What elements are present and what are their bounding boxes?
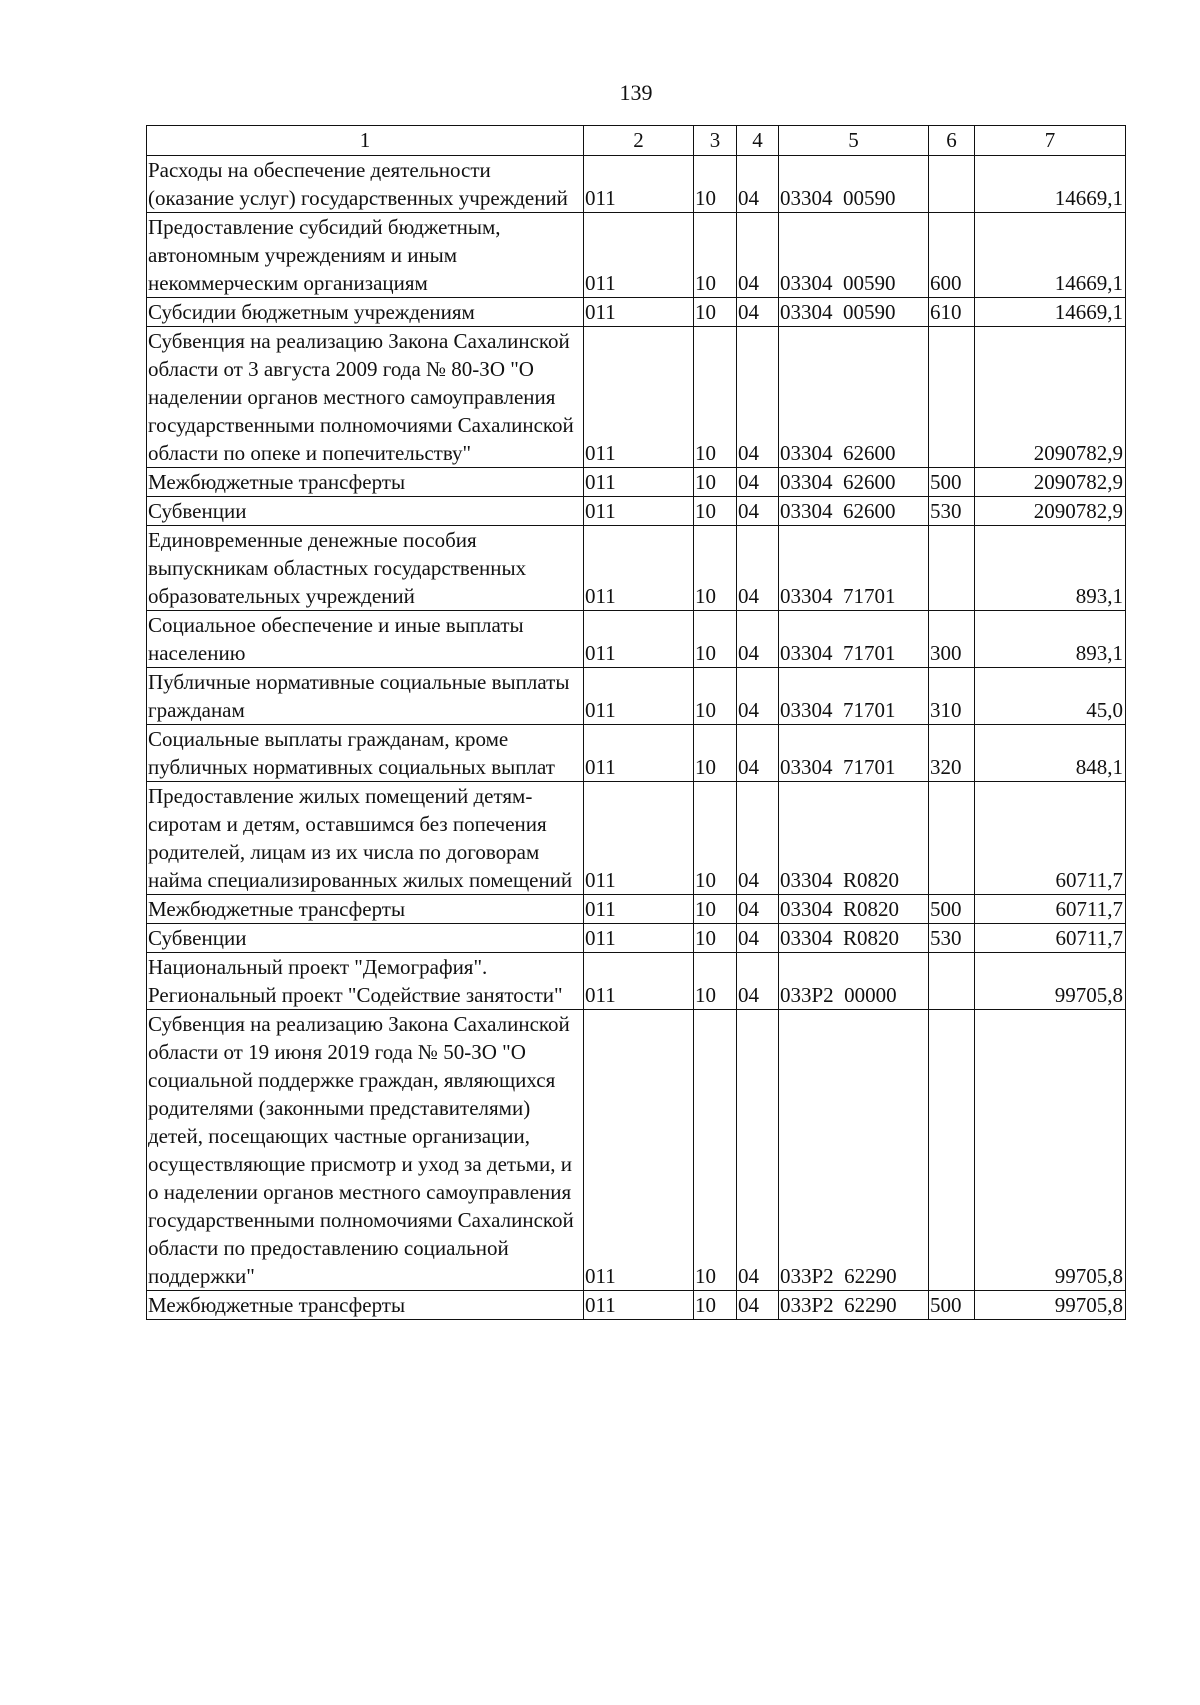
expense-type-code: 500 bbox=[929, 895, 975, 924]
expense-type-code bbox=[929, 526, 975, 611]
section-code: 10 bbox=[694, 725, 737, 782]
target-article-code: 033P2 62290 bbox=[779, 1291, 929, 1320]
ministry-code: 011 bbox=[584, 611, 694, 668]
table-row bbox=[147, 298, 1126, 327]
table-row bbox=[147, 497, 1126, 526]
section-code: 10 bbox=[694, 213, 737, 298]
section-code: 10 bbox=[694, 327, 737, 468]
ministry-code: 011 bbox=[584, 327, 694, 468]
table-row bbox=[147, 895, 1126, 924]
row-description: Субвенции bbox=[147, 924, 584, 953]
target-article-code: 03304 00590 bbox=[779, 156, 929, 213]
budget-table bbox=[146, 125, 1126, 1320]
section-code: 10 bbox=[694, 924, 737, 953]
expense-type-code: 500 bbox=[929, 1291, 975, 1320]
amount: 2090782,9 bbox=[975, 327, 1126, 468]
target-article-code: 03304 00590 bbox=[779, 213, 929, 298]
target-article-code: 03304 71701 bbox=[779, 526, 929, 611]
amount: 848,1 bbox=[975, 725, 1126, 782]
row-description: Субвенция на реализацию Закона Сахалинской области от 19 июня 2019 года № 50-ЗО "О социальной поддержке граждан, являющихся родителями (законными представителями) детей, посещающих частные организации, осуществляющие присмотр и уход за детьми, и о наделении органов местного самоуправления государственными полномочиями Сахалинской области по предоставлению социальной поддержки" bbox=[147, 1010, 584, 1291]
row-description: Субвенции bbox=[147, 497, 584, 526]
section-code: 10 bbox=[694, 668, 737, 725]
table-row bbox=[147, 953, 1126, 1010]
header-row bbox=[147, 126, 1126, 156]
column-header-4: 4 bbox=[737, 126, 779, 156]
subsection-code: 04 bbox=[737, 298, 779, 327]
subsection-code: 04 bbox=[737, 468, 779, 497]
amount: 2090782,9 bbox=[975, 497, 1126, 526]
row-description: Социальные выплаты гражданам, кроме публичных нормативных социальных выплат bbox=[147, 725, 584, 782]
amount: 99705,8 bbox=[975, 1010, 1126, 1291]
expense-type-code: 500 bbox=[929, 468, 975, 497]
amount: 99705,8 bbox=[975, 1291, 1126, 1320]
row-description: Предоставление жилых помещений детям-сиротам и детям, оставшимся без попечения родителей, лицам из их числа по договорам найма специализированных жилых помещений bbox=[147, 782, 584, 895]
section-code: 10 bbox=[694, 1291, 737, 1320]
subsection-code: 04 bbox=[737, 782, 779, 895]
target-article-code: 03304 00590 bbox=[779, 298, 929, 327]
table-body bbox=[147, 156, 1126, 1320]
subsection-code: 04 bbox=[737, 213, 779, 298]
ministry-code: 011 bbox=[584, 298, 694, 327]
ministry-code: 011 bbox=[584, 895, 694, 924]
page-number: 139 bbox=[619, 80, 653, 105]
ministry-code: 011 bbox=[584, 782, 694, 895]
section-code: 10 bbox=[694, 611, 737, 668]
amount: 14669,1 bbox=[975, 213, 1126, 298]
amount: 60711,7 bbox=[975, 895, 1126, 924]
ministry-code: 011 bbox=[584, 468, 694, 497]
target-article-code: 03304 R0820 bbox=[779, 782, 929, 895]
expense-type-code bbox=[929, 327, 975, 468]
expense-type-code: 610 bbox=[929, 298, 975, 327]
ministry-code: 011 bbox=[584, 156, 694, 213]
table-row bbox=[147, 526, 1126, 611]
ministry-code: 011 bbox=[584, 725, 694, 782]
expense-type-code bbox=[929, 782, 975, 895]
row-description: Субсидии бюджетным учреждениям bbox=[147, 298, 584, 327]
ministry-code: 011 bbox=[584, 1291, 694, 1320]
row-description: Расходы на обеспечение деятельности (оказание услуг) государственных учреждений bbox=[147, 156, 584, 213]
amount: 45,0 bbox=[975, 668, 1126, 725]
row-description: Публичные нормативные социальные выплаты гражданам bbox=[147, 668, 584, 725]
table-row bbox=[147, 611, 1126, 668]
amount: 893,1 bbox=[975, 526, 1126, 611]
column-header-6: 6 bbox=[929, 126, 975, 156]
section-code: 10 bbox=[694, 1010, 737, 1291]
section-code: 10 bbox=[694, 468, 737, 497]
amount: 14669,1 bbox=[975, 298, 1126, 327]
target-article-code: 03304 62600 bbox=[779, 497, 929, 526]
target-article-code: 03304 62600 bbox=[779, 468, 929, 497]
ministry-code: 011 bbox=[584, 497, 694, 526]
subsection-code: 04 bbox=[737, 924, 779, 953]
table-row bbox=[147, 725, 1126, 782]
row-description: Межбюджетные трансферты bbox=[147, 1291, 584, 1320]
target-article-code: 03304 71701 bbox=[779, 725, 929, 782]
ministry-code: 011 bbox=[584, 924, 694, 953]
section-code: 10 bbox=[694, 298, 737, 327]
amount: 99705,8 bbox=[975, 953, 1126, 1010]
table-row bbox=[147, 213, 1126, 298]
row-description: Межбюджетные трансферты bbox=[147, 468, 584, 497]
expense-type-code bbox=[929, 156, 975, 213]
subsection-code: 04 bbox=[737, 895, 779, 924]
row-description: Предоставление субсидий бюджетным, автономным учреждениям и иным некоммерческим организациям bbox=[147, 213, 584, 298]
target-article-code: 03304 71701 bbox=[779, 668, 929, 725]
column-header-2: 2 bbox=[584, 126, 694, 156]
table-row bbox=[147, 1291, 1126, 1320]
section-code: 10 bbox=[694, 895, 737, 924]
ministry-code: 011 bbox=[584, 668, 694, 725]
table-row bbox=[147, 156, 1126, 213]
table-row bbox=[147, 1010, 1126, 1291]
amount: 60711,7 bbox=[975, 924, 1126, 953]
row-description: Национальный проект "Демография". Региональный проект "Содействие занятости" bbox=[147, 953, 584, 1010]
subsection-code: 04 bbox=[737, 611, 779, 668]
section-code: 10 bbox=[694, 526, 737, 611]
row-description: Межбюджетные трансферты bbox=[147, 895, 584, 924]
subsection-code: 04 bbox=[737, 156, 779, 213]
section-code: 10 bbox=[694, 156, 737, 213]
table-row bbox=[147, 782, 1126, 895]
ministry-code: 011 bbox=[584, 526, 694, 611]
target-article-code: 03304 R0820 bbox=[779, 924, 929, 953]
amount: 60711,7 bbox=[975, 782, 1126, 895]
subsection-code: 04 bbox=[737, 668, 779, 725]
expense-type-code bbox=[929, 953, 975, 1010]
section-code: 10 bbox=[694, 497, 737, 526]
expense-type-code: 530 bbox=[929, 924, 975, 953]
target-article-code: 033P2 00000 bbox=[779, 953, 929, 1010]
subsection-code: 04 bbox=[737, 1010, 779, 1291]
table-row bbox=[147, 327, 1126, 468]
expense-type-code: 320 bbox=[929, 725, 975, 782]
subsection-code: 04 bbox=[737, 1291, 779, 1320]
target-article-code: 03304 62600 bbox=[779, 327, 929, 468]
subsection-code: 04 bbox=[737, 497, 779, 526]
table-row bbox=[147, 468, 1126, 497]
subsection-code: 04 bbox=[737, 526, 779, 611]
row-description: Единовременные денежные пособия выпускникам областных государственных образовательных учреждений bbox=[147, 526, 584, 611]
column-header-7: 7 bbox=[975, 126, 1126, 156]
row-description: Субвенция на реализацию Закона Сахалинской области от 3 августа 2009 года № 80-ЗО "О наделении органов местного самоуправления государственными полномочиями Сахалинской области по опеке и попечительству" bbox=[147, 327, 584, 468]
column-header-3: 3 bbox=[694, 126, 737, 156]
expense-type-code: 300 bbox=[929, 611, 975, 668]
subsection-code: 04 bbox=[737, 327, 779, 468]
ministry-code: 011 bbox=[584, 1010, 694, 1291]
target-article-code: 033P2 62290 bbox=[779, 1010, 929, 1291]
subsection-code: 04 bbox=[737, 953, 779, 1010]
section-code: 10 bbox=[694, 953, 737, 1010]
column-header-1: 1 bbox=[147, 126, 584, 156]
table-row bbox=[147, 924, 1126, 953]
expense-type-code: 600 bbox=[929, 213, 975, 298]
table-row bbox=[147, 668, 1126, 725]
section-code: 10 bbox=[694, 782, 737, 895]
target-article-code: 03304 R0820 bbox=[779, 895, 929, 924]
amount: 14669,1 bbox=[975, 156, 1126, 213]
subsection-code: 04 bbox=[737, 725, 779, 782]
row-description: Социальное обеспечение и иные выплаты населению bbox=[147, 611, 584, 668]
amount: 2090782,9 bbox=[975, 468, 1126, 497]
expense-type-code: 530 bbox=[929, 497, 975, 526]
expense-type-code: 310 bbox=[929, 668, 975, 725]
ministry-code: 011 bbox=[584, 953, 694, 1010]
target-article-code: 03304 71701 bbox=[779, 611, 929, 668]
column-header-5: 5 bbox=[779, 126, 929, 156]
ministry-code: 011 bbox=[584, 213, 694, 298]
expense-type-code bbox=[929, 1010, 975, 1291]
amount: 893,1 bbox=[975, 611, 1126, 668]
